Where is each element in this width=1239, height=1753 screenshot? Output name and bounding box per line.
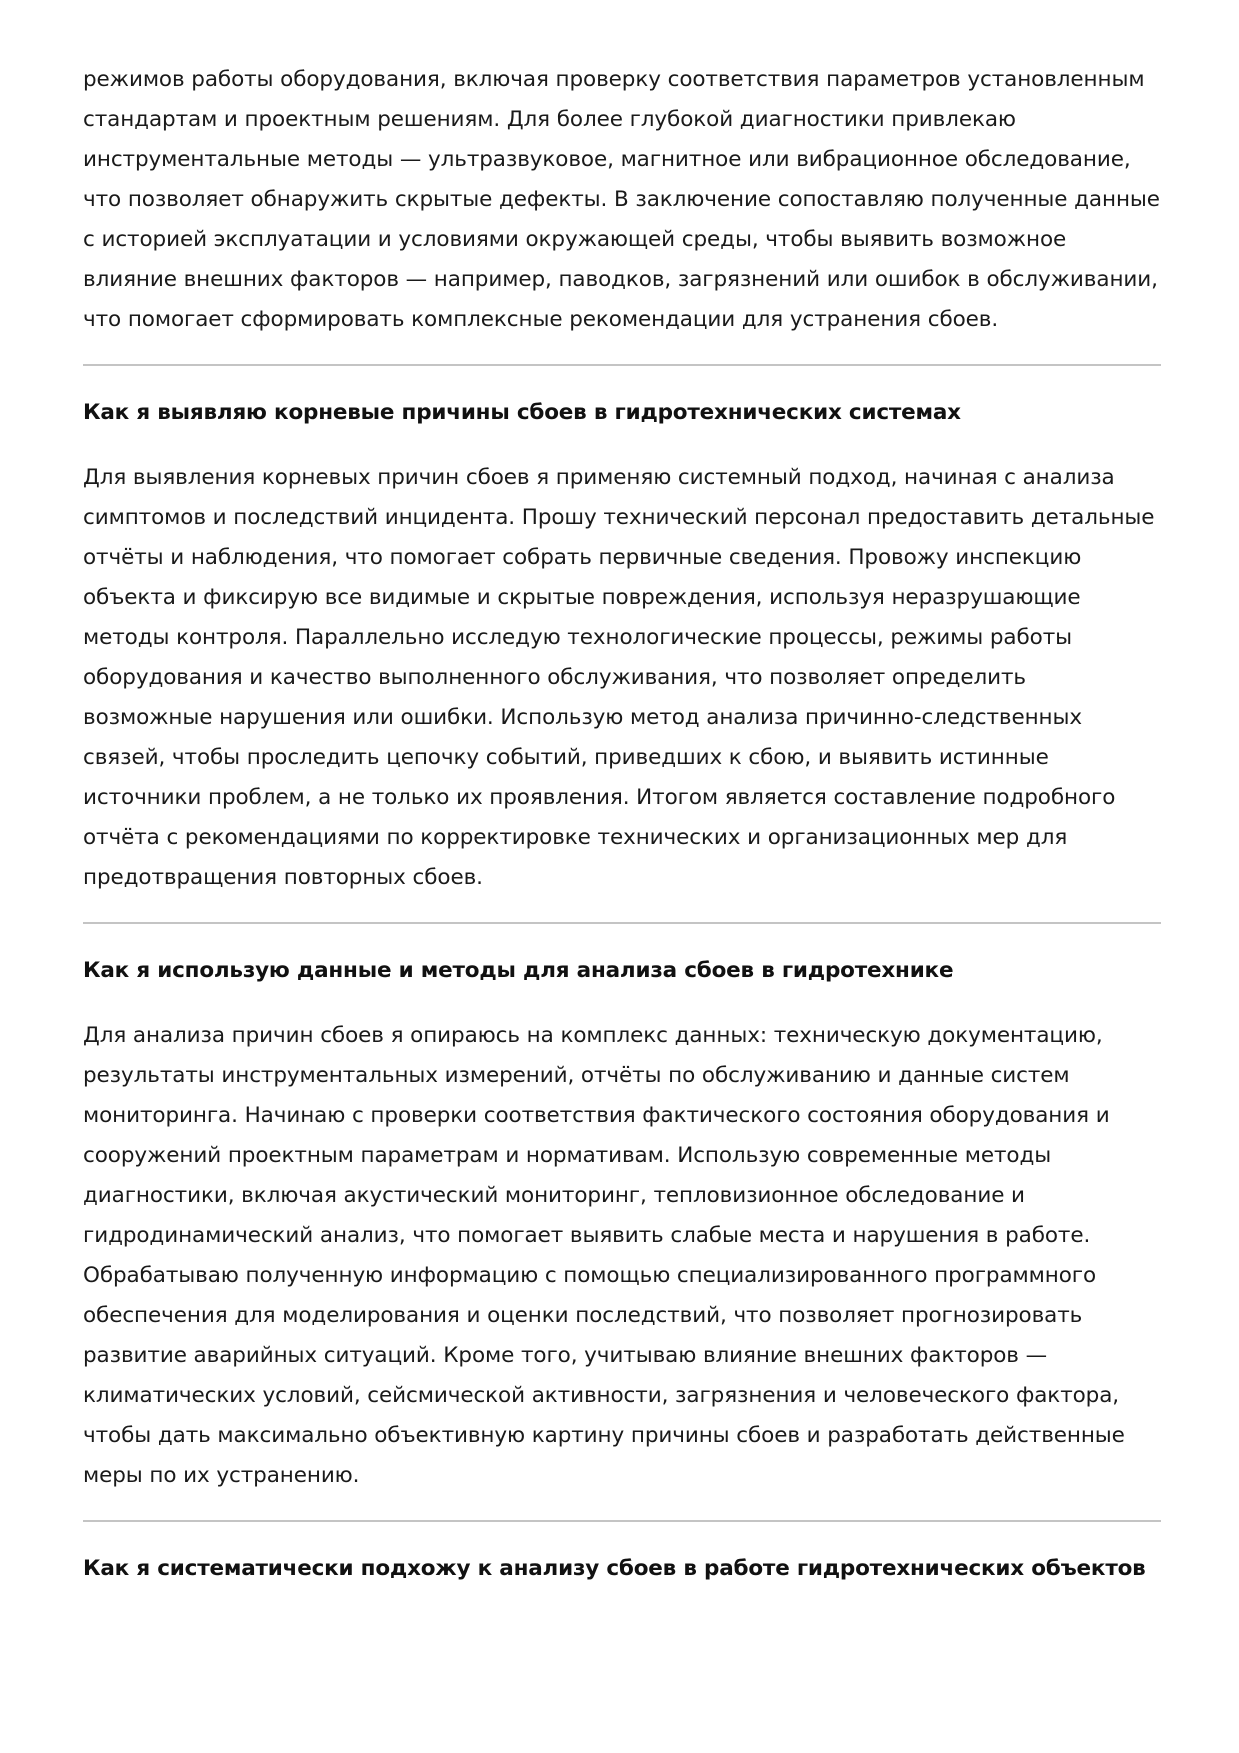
- section-heading-systematic-approach: Как я систематически подхожу к анализу сбоев в работе гидротехнических объектов: [83, 1556, 1146, 1581]
- section-heading-root-causes: Как я выявляю корневые причины сбоев в гидротехнических системах: [83, 400, 961, 425]
- document-page: [83, 60, 1161, 1584]
- section-divider: [83, 922, 1161, 924]
- section-body-root-causes: Для выявления корневых причин сбоев я применяю системный подход, начиная с анализа симптомов и последствий инцидента. Прошу технический персонал предоставить детальные отчёты и наблюдения, что помогает собрать первичные сведения. Провожу инспекцию объекта и фиксирую все видимые и скрытые повреждения, используя неразрушающие методы контроля. Параллельно исследую технологические процессы, режимы работы оборудования и качество выполненного обслуживания, что позволяет определить возможные нарушения или ошибки. Использую метод анализа причинно-следственных связей, чтобы проследить цепочку событий, приведших к сбою, и выявить истинные источники проблем, а не только их проявления. Итогом является составление подробного отчёта с рекомендациями по корректировке технических и организационных мер для предотвращения повторных сбоев.: [83, 465, 1155, 890]
- section-divider: [83, 364, 1161, 366]
- section-divider: [83, 1520, 1161, 1522]
- section-body-data-methods: Для анализа причин сбоев я опираюсь на комплекс данных: техническую документацию, результаты инструментальных измерений, отчёты по обслуживанию и данные систем мониторинга. Начинаю с проверки соответствия фактического состояния оборудования и сооружений проектным параметрам и нормативам. Использую современные методы диагностики, включая акустический мониторинг, тепловизионное обследование и гидродинамический анализ, что помогает выявить слабые места и нарушения в работе. Обрабатываю полученную информацию с помощью специализированного программного обеспечения для моделирования и оценки последствий, что позволяет прогнозировать развитие аварийных ситуаций. Кроме того, учитываю влияние внешних факторов — климатических условий, сейсмической активности, загрязнения и человеческого фактора, чтобы дать максимально объективную картину причины сбоев и разработать действенные меры по их устранению.: [83, 1023, 1125, 1488]
- intro-paragraph: режимов работы оборудования, включая проверку соответствия параметров установленным стандартам и проектным решениям. Для более глубокой диагностики привлекаю инструментальные методы — ультразвуковое, магнитное или вибрационное обследование, что позволяет обнаружить скрытые дефекты. В заключение сопоставляю полученные данные с историей эксплуатации и условиями окружающей среды, чтобы выявить возможное влияние внешних факторов — например, паводков, загрязнений или ошибок в обслуживании, что помогает сформировать комплексные рекомендации для устранения сбоев.: [83, 67, 1160, 332]
- section-heading-data-methods: Как я использую данные и методы для анализа сбоев в гидротехнике: [83, 958, 954, 983]
